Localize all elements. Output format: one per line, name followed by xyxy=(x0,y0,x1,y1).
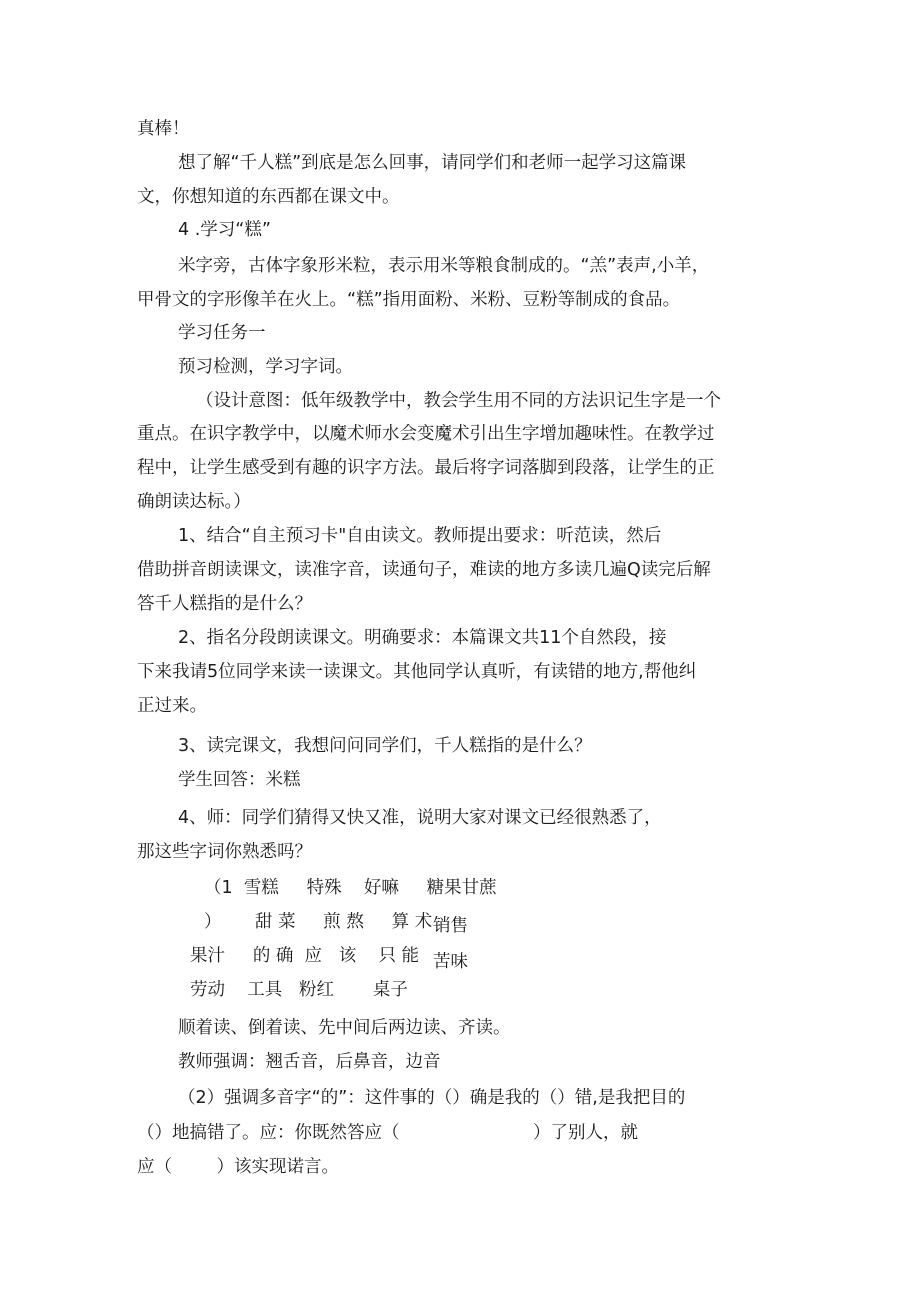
text-line: 应（ ）该实现诺言。 xyxy=(137,1157,340,1177)
text-line: 教师强调：翘舌音，后鼻音，边音 xyxy=(178,1052,441,1072)
text-line: 米字旁，古体字象形米粒，表示用米等粮食制成的。“羔”表声,小羊， xyxy=(178,256,710,276)
text-line: 真棒！ xyxy=(137,119,190,139)
text-line: 程中，让学生感受到有趣的识字方法。最后将字词落脚到段落，让学生的正 xyxy=(137,458,715,478)
text-line: 2、指名分段朗读课文。明确要求：本篇课文共11个自然段，接 xyxy=(178,628,667,648)
text-line: （2）强调多音字“的”：这件事的（）确是我的（）错,是我把目的 xyxy=(178,1088,686,1108)
text-line: 想了解“千人糕”到底是怎么回事，请同学们和老师一起学习这篇课 xyxy=(178,153,687,173)
text-line: （设计意图：低年级教学中，教会学生用不同的方法识记生字是一个 xyxy=(196,391,721,411)
text-line: 预习检测，学习字词。 xyxy=(178,357,353,377)
text-line: 文，你想知道的东西都在课文中。 xyxy=(137,187,400,207)
text-line: 答千人糕指的是什么？ xyxy=(137,594,312,614)
vocab-row: ） 甜 菜 煎 熬 算 术 xyxy=(204,912,433,932)
text-line: 正过来。 xyxy=(137,696,207,716)
text-line: 甲骨文的字形像羊在火上。“糕”指用面粉、米粉、豆粉等制成的食品。 xyxy=(137,290,681,310)
text-line: （）地搞错了。应：你既然答应（ ）了别人，就 xyxy=(137,1123,639,1143)
vocab-word: 销售 xyxy=(433,916,468,936)
text-line: 重点。在识字教学中，以魔术师水会变魔术引出生字增加趣味性。在教学过 xyxy=(137,424,715,444)
text-line: 1、结合“自主预习卡"自由读文。教师提出要求：听范读，然后 xyxy=(178,526,662,546)
text-line: 下来我请5位同学来读一读课文。其他同学认真听，有读错的地方,帮他纠 xyxy=(137,662,697,682)
vocab-row: （1 雪糕 特殊 好嘛 糖果甘蔗 xyxy=(204,878,497,898)
vocab-row: 果汁 的 确 应 该 只 能 xyxy=(190,946,420,966)
text-line: 借助拼音朗读课文，读准字音，读通句子，难读的地方多读几遍Q读完后解 xyxy=(137,560,711,580)
section-heading: 学习任务一 xyxy=(178,323,266,343)
text-line: 学生回答：米糕 xyxy=(178,770,301,790)
vocab-word: 苦味 xyxy=(433,952,468,972)
text-line: 那这些字词你熟悉吗？ xyxy=(137,842,312,862)
text-line: 确朗读达标。） xyxy=(137,492,251,512)
text-line: 4、师：同学们猜得又快又准，说明大家对课文已经很熟悉了， xyxy=(178,808,662,828)
vocab-row: 劳动 工具 粉红 桌子 xyxy=(190,980,408,1000)
text-line: 3、读完课文，我想问问同学们，千人糕指的是什么？ xyxy=(178,736,592,756)
text-line: 顺着读、倒着读、先中间后两边读、齐读。 xyxy=(178,1018,511,1038)
section-heading: 4 .学习“糕” xyxy=(178,220,271,240)
